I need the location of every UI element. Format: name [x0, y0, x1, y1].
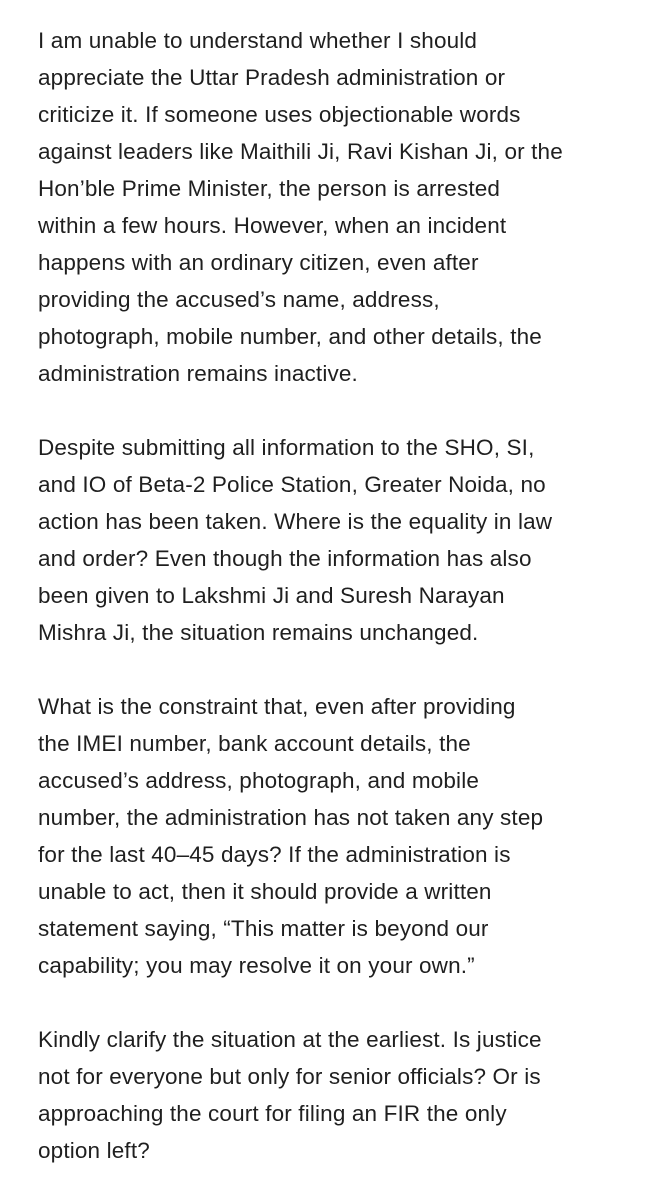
text-line: unable to act, then it should provide a written: [38, 879, 492, 904]
text-line: not for everyone but only for senior officials? Or is: [38, 1064, 541, 1089]
text-line: Despite submitting all information to the SHO, SI,: [38, 435, 535, 460]
paragraph-spacer: [38, 392, 645, 429]
text-line: for the last 40–45 days? If the administration is: [38, 842, 511, 867]
paragraph-3: [38, 688, 645, 984]
text-line: accused’s address, photograph, and mobile: [38, 768, 480, 793]
text-line: within a few hours. However, when an incident: [38, 213, 507, 238]
text-line: and order? Even though the information has also: [38, 546, 532, 571]
text-line: I am unable to understand whether I should: [38, 28, 478, 53]
paragraph-1: [38, 22, 645, 392]
text-line: administration remains inactive.: [38, 361, 358, 386]
text-line: happens with an ordinary citizen, even after: [38, 250, 479, 275]
text-line: and IO of Beta-2 Police Station, Greater Noida, no: [38, 472, 546, 497]
text-line: Mishra Ji, the situation remains unchanged.: [38, 620, 479, 645]
text-line: the IMEI number, bank account details, the: [38, 731, 471, 756]
paragraph-4: [38, 1021, 645, 1169]
text-line: statement saying, “This matter is beyond our: [38, 916, 489, 941]
text-line: Kindly clarify the situation at the earliest. Is justice: [38, 1027, 542, 1052]
paragraph-spacer: [38, 651, 645, 688]
paragraph-2: [38, 429, 645, 651]
text-line: What is the constraint that, even after providing: [38, 694, 516, 719]
paragraph-spacer: [38, 984, 645, 1021]
text-line: criticize it. If someone uses objectionable words: [38, 102, 521, 127]
text-line: appreciate the Uttar Pradesh administration or: [38, 65, 506, 90]
text-line: capability; you may resolve it on your own.”: [38, 953, 475, 978]
text-line: providing the accused’s name, address,: [38, 287, 440, 312]
text-line: approaching the court for filing an FIR the only: [38, 1101, 507, 1126]
text-line: Hon’ble Prime Minister, the person is arrested: [38, 176, 501, 201]
text-line: action has been taken. Where is the equality in law: [38, 509, 553, 534]
text-line: number, the administration has not taken any step: [38, 805, 544, 830]
text-line: photograph, mobile number, and other details, the: [38, 324, 542, 349]
text-line: option left?: [38, 1138, 150, 1163]
text-line: against leaders like Maithili Ji, Ravi Kishan Ji, or the: [38, 139, 563, 164]
text-line: been given to Lakshmi Ji and Suresh Narayan: [38, 583, 505, 608]
